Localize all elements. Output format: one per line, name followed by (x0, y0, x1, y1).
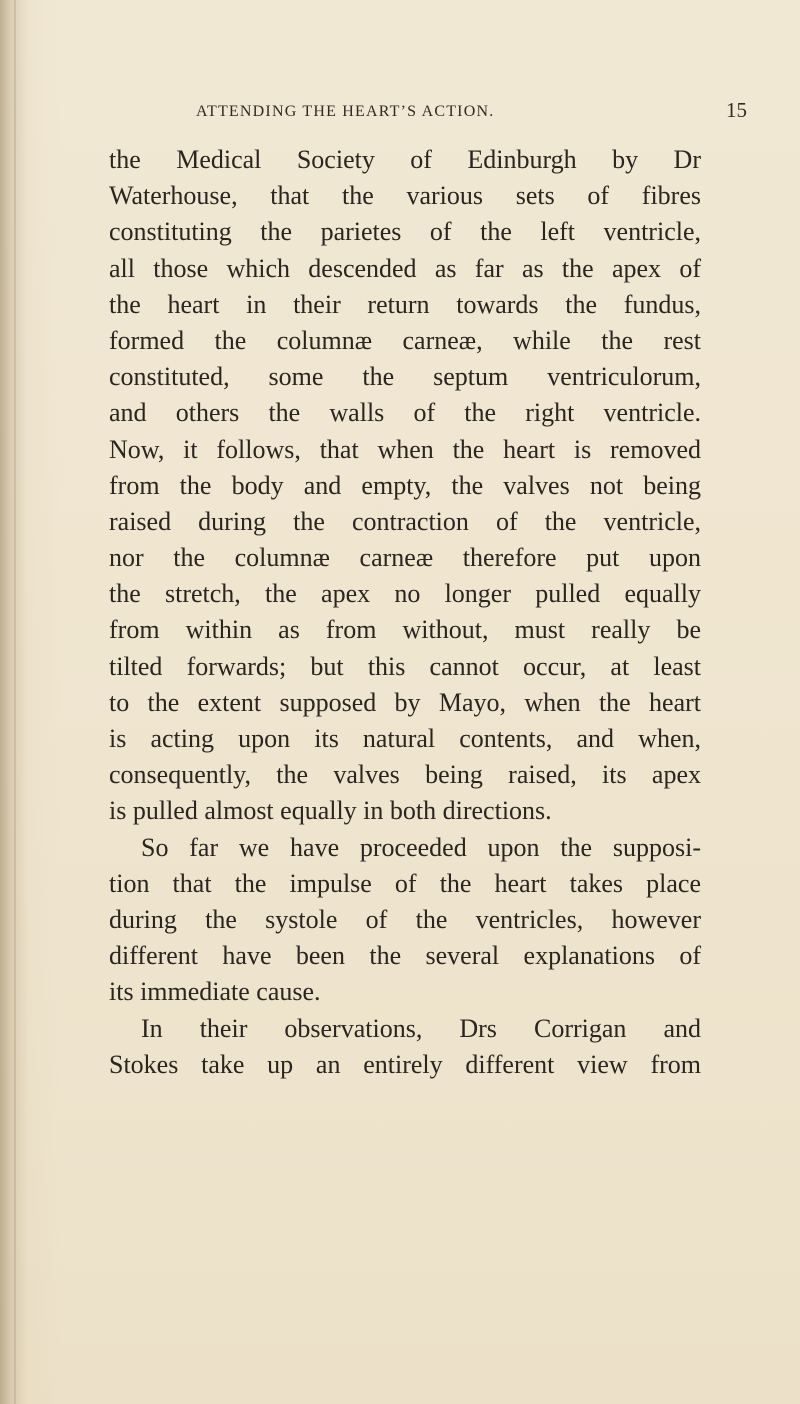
text-line: formed the columnæ carneæ, while the rest (109, 325, 701, 355)
text-line: is pulled almost equally in both directions. (109, 796, 552, 826)
text-line: In their observations, Drs Corrigan and (141, 1013, 701, 1043)
page-number: 15 (726, 98, 747, 122)
text-line: Stokes take up an entirely different view from (109, 1049, 701, 1079)
text-line: all those which descended as far as the apex of (109, 253, 701, 283)
text-line: from the body and empty, the valves not being (109, 470, 701, 500)
text-line: the Medical Society of Edinburgh by Dr (109, 145, 701, 174)
text-line: So far we have proceeded upon the supposi- (141, 832, 701, 862)
text-line: the heart in their return towards the fundus, (109, 289, 701, 319)
binding-gutter-shadow (14, 0, 16, 1404)
text-line: and others the walls of the right ventricle. (109, 398, 701, 428)
text-line: nor the columnæ carneæ therefore put upon (109, 543, 701, 573)
text-line: from within as from without, must really be (109, 615, 701, 645)
text-line: the stretch, the apex no longer pulled equally (109, 579, 701, 609)
text-line: different have been the several explanations of (109, 941, 701, 971)
text-line: to the extent supposed by Mayo, when the heart (109, 687, 701, 717)
text-line: Waterhouse, that the various sets of fibres (109, 181, 701, 211)
text-line: consequently, the valves being raised, its apex (109, 760, 701, 790)
text-line: raised during the contraction of the ventricle, (109, 506, 701, 536)
text-line: tilted forwards; but this cannot occur, at least (109, 651, 701, 681)
text-line: is acting upon its natural contents, and when, (109, 724, 701, 753)
running-head-title: ATTENDING THE HEART’S ACTION. (196, 103, 495, 120)
text-line: during the systole of the ventricles, however (109, 904, 701, 934)
text-line: constituted, some the septum ventriculorum, (109, 362, 701, 392)
text-line: its immediate cause. (109, 977, 321, 1007)
text-line: Now, it follows, that when the heart is removed (109, 434, 701, 464)
text-line: constituting the parietes of the left ventricle, (109, 217, 701, 247)
text-line: tion that the impulse of the heart takes place (109, 868, 701, 898)
body-text (109, 142, 701, 1083)
